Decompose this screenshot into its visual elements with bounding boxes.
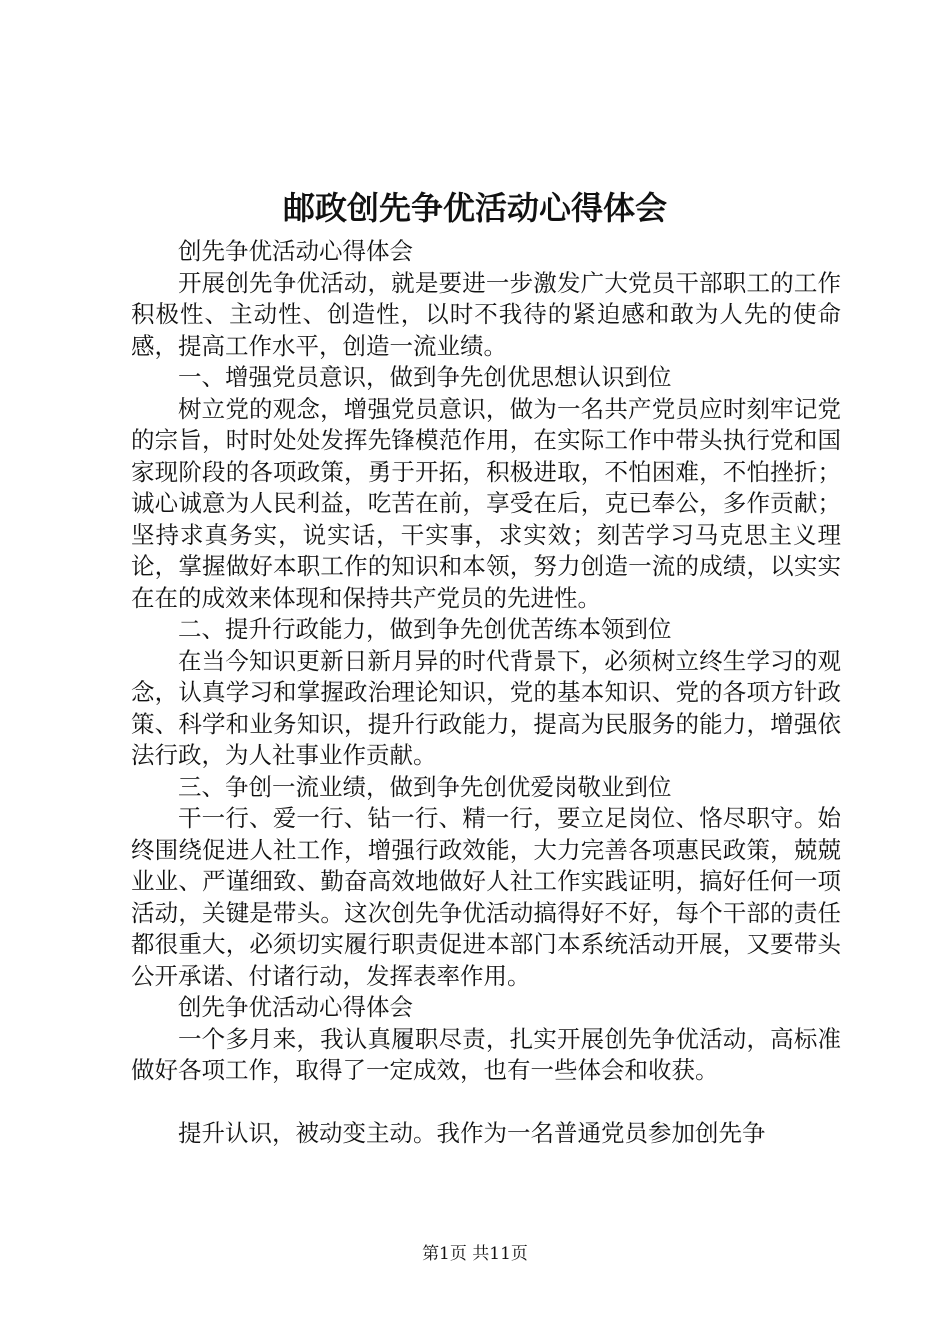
document-body <box>131 236 841 1150</box>
body-paragraph: 一个多月来，我认真履职尽责，扎实开展创先争优活动，高标准做好各项工作，取得了一定成效，也有一些体会和收获。 <box>131 1024 841 1084</box>
section-heading: 二、提升行政能力，做到争先创优苦练本领到位 <box>178 615 672 643</box>
subtitle-paragraph: 创先争优活动心得体会 <box>178 237 413 265</box>
section-heading: 一、增强党员意识，做到争先创优思想认识到位 <box>178 363 672 391</box>
document-title: 邮政创先争优活动心得体会 <box>282 189 667 227</box>
body-paragraph: 开展创先争优活动，就是要进一步激发广大党员干部职工的工作积极性、主动性、创造性，以时不我待的紧迫感和敢为人先的使命感，提高工作水平，创造一流业绩。 <box>131 268 841 360</box>
page-footer: 第1页 共11页 <box>422 1244 528 1264</box>
section-heading: 三、争创一流业绩，做到争先创优爱岗敬业到位 <box>178 772 672 801</box>
body-paragraph: 干一行、爱一行、钻一行、精一行，要立足岗位、恪尽职守。始终围绕促进人社工作，增强行政效能，大力完善各项惠民政策，兢兢业业、严谨细致、勤奋高效地做好人社工作实践证明，搞好任何一项活动，关键是带头。这次创先争优活动搞得好不好，每个干部的责任都很重大，必须切实履行职责促进本部门本系统活动开展，又要带头公开承诺、付诸行动，发挥表率作用。 <box>131 804 841 990</box>
body-paragraph: 提升认识，被动变主动。我作为一名普通党员参加创先争 <box>178 1119 766 1147</box>
subtitle-paragraph: 创先争优活动心得体会 <box>178 993 413 1021</box>
body-paragraph: 树立党的观念，增强党员意识，做为一名共产党员应时刻牢记党的宗旨，时时处处发挥先锋模范作用，在实际工作中带头执行党和国家现阶段的各项政策，勇于开拓，积极进取，不怕困难，不怕挫折；诚心诚意为人民利益，吃苦在前，享受在后，克已奉公，多作贡献；坚持求真务实，说实话，干实事，求实效；刻苦学习马克思主义理论，掌握做好本职工作的知识和本领，努力创造一流的成绩，以实实在在的成效来体现和保持共产党员的先进性。 <box>131 394 841 612</box>
body-paragraph: 在当今知识更新日新月异的时代背景下，必须树立终生学习的观念，认真学习和掌握政治理论知识，党的基本知识、党的各项方针政策、科学和业务知识，提升行政能力，提高为民服务的能力，增强依法行政，为人社事业作贡献。 <box>131 646 841 769</box>
